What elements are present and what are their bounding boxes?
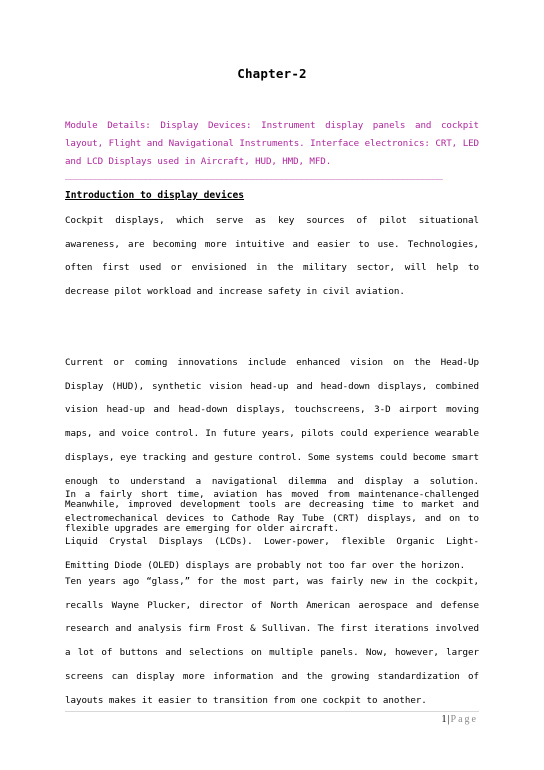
- chapter-title: Chapter-2: [237, 66, 307, 81]
- footer-rule: [65, 711, 479, 712]
- page-label: Page: [450, 714, 478, 725]
- page-number: 1: [441, 714, 447, 725]
- module-details: Module Details: Display Devices: Instrument display panels and cockpit layout, Flight and Navigational Instruments. Interface electronics: CRT, LED and LCD Displays used in Aircraft, HUD, HMD, MFD.: [65, 120, 479, 167]
- body-paragraph: In a fairly short time, aviation has moved from maintenance-challenged electromechanical devices to Cathode Ray Tube (CRT) displays, and on to Liquid Crystal Displays (LCDs). Lower-power, flexible Organic Light-Emitting Diode (OLED) displays are probably not too far over the horizon.: [65, 489, 479, 572]
- section-divider: ___________________________________________________________________________: [65, 170, 443, 181]
- body-paragraph: Cockpit displays, which serve as key sources of pilot situational awareness, are becoming more intuitive and easier to use. Technologies, often first used or envisioned in the military sector, will help to decrease pilot workload and increase safety in civil aviation.: [65, 215, 479, 298]
- footer-separator: |: [447, 714, 450, 725]
- section-heading: Introduction to display devices: [65, 190, 245, 201]
- body-paragraph: Current or coming innovations include enhanced vision on the Head-Up Display (HUD), synthetic vision head-up and head-down displays, combined vision head-up and head-down displays, touchscreens, 3-D airport moving maps, and voice control. In future years, pilots could experience wearable displays, eye tracking and gesture control. Some systems could become smart enough to understand a navigational dilemma and display a solution. Meanwhile, improved development tools are decreasing time to market and flexible upgrades are emerging for older aircraft.: [65, 357, 479, 534]
- body-paragraph: Ten years ago “glass,” for the most part, was fairly new in the cockpit, recalls Wayne Plucker, director of North American aerospace and defense research and analysis firm Frost & Sullivan. The first iterations involved a lot of buttons and selections on multiple panels. Now, however, larger screens can display more information and the growing standardization of layouts makes it easier to transition from one cockpit to another.: [65, 576, 479, 706]
- page-footer: [442, 714, 478, 725]
